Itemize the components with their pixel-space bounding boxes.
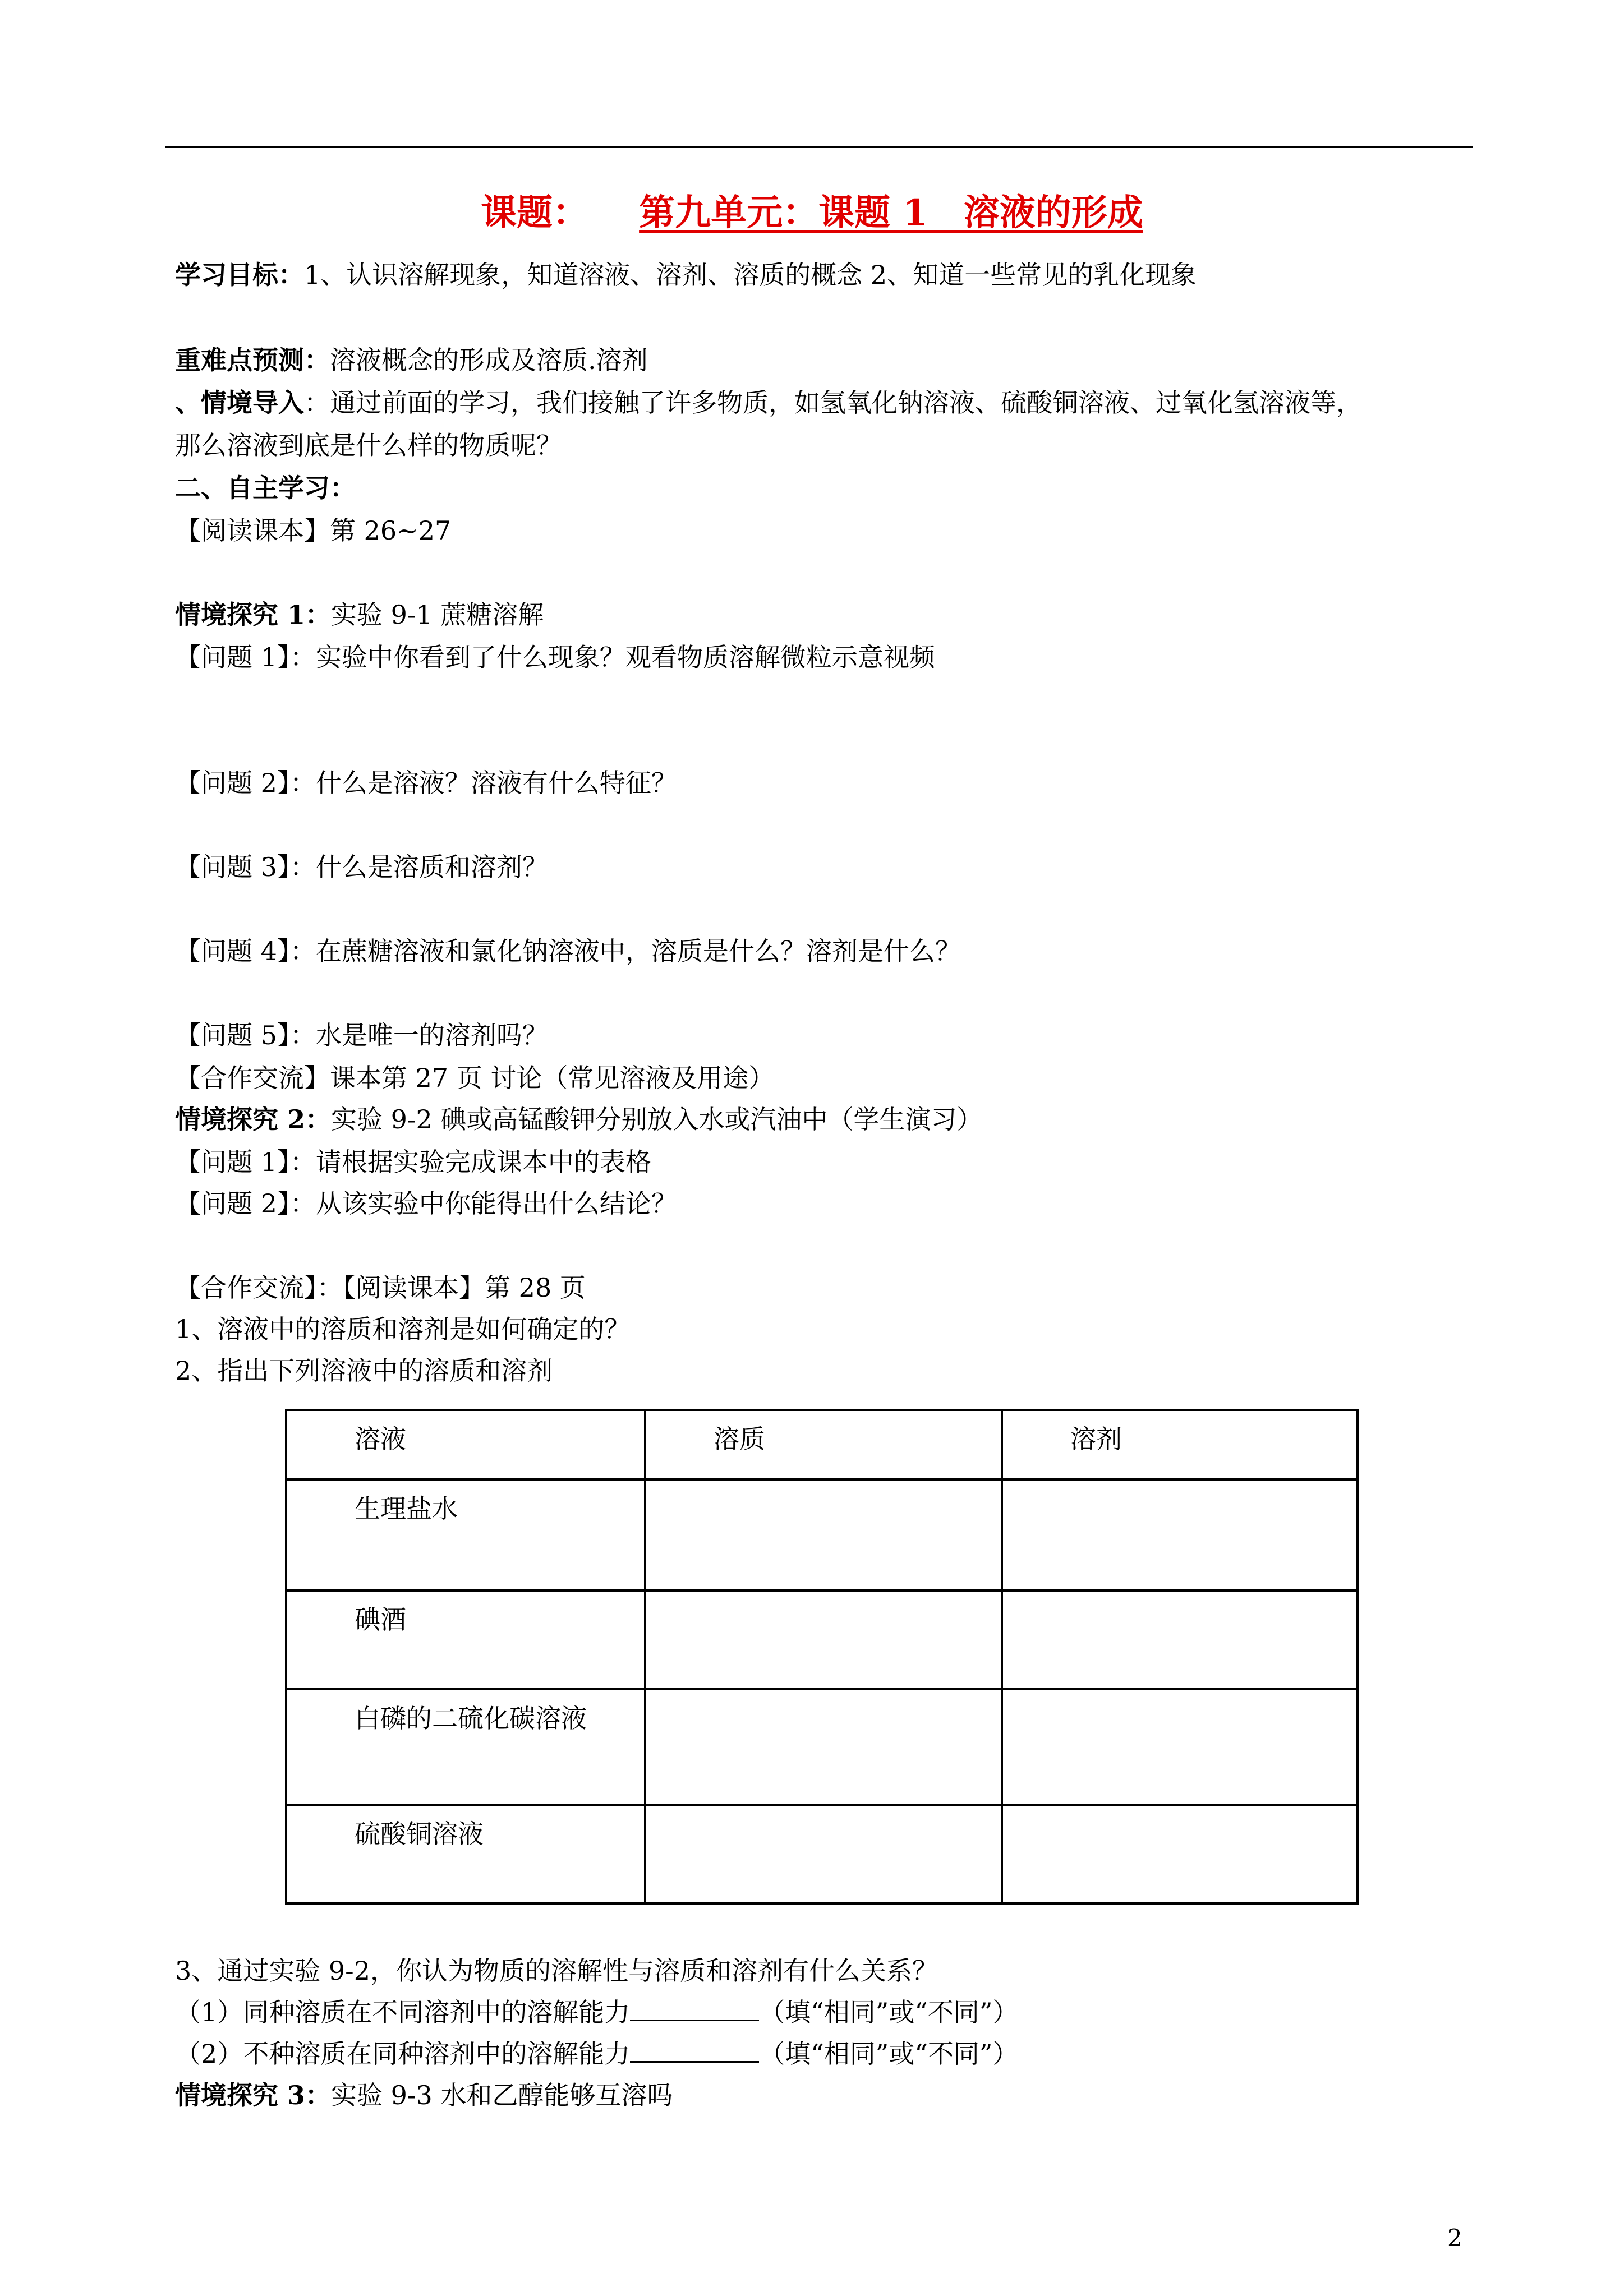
goals-text: 1、认识溶解现象，知道溶液、溶剂、溶质的概念 2、知道一些常见的乳化现象	[304, 260, 1197, 290]
table-cell-solute[interactable]	[645, 1479, 1002, 1590]
intro-label: 、情境导入	[175, 388, 304, 418]
reading-pages: 【阅读课本】第 26~27	[175, 515, 452, 546]
fill-in-1-hint: （填“相同”或“不同”）	[759, 1997, 1019, 2027]
fill-in-1-blank[interactable]	[630, 1997, 759, 2021]
header-rule	[165, 146, 1473, 148]
intro-line-2: 那么溶液到底是什么样的物质呢？	[175, 430, 562, 460]
table-cell-solution: 白磷的二硫化碳溶液	[286, 1689, 645, 1805]
keypoints-text: 溶液概念的形成及溶质.溶剂	[330, 345, 648, 375]
table-header-cell: 溶剂	[1002, 1410, 1358, 1479]
goals-label: 学习目标：	[175, 260, 304, 290]
table-cell-solution: 碘酒	[286, 1590, 645, 1689]
section-heading: 二、自主学习：	[175, 473, 356, 503]
explore-3	[175, 2078, 673, 2112]
keypoints-label: 重难点预测：	[175, 345, 330, 375]
page-title	[0, 184, 1624, 236]
table-header-cell: 溶液	[286, 1410, 645, 1479]
explore1-question-3: 【问题 3】：什么是溶质和溶剂？	[175, 852, 548, 882]
table-cell-solute[interactable]	[645, 1805, 1002, 1903]
explore2-cooperation: 【合作交流】：【阅读课本】第 28 页	[175, 1273, 586, 1303]
explore2-question-1: 【问题 1】：请根据实验完成课本中的表格	[175, 1147, 651, 1177]
intro-text-1: ：通过前面的学习，我们接触了许多物质，如氢氧化钠溶液、硫酸铜溶液、过氧化氢溶液等，	[304, 388, 1362, 418]
explore1-question-2: 【问题 2】：什么是溶液？溶液有什么特征？	[175, 768, 677, 798]
explore2-text: 实验 9-2 碘或高锰酸钾分别放入水或汽油中（学生演习）	[331, 1104, 983, 1135]
table-row	[286, 1689, 1358, 1805]
key-points	[175, 343, 648, 377]
explore-1	[175, 598, 544, 631]
table-cell-solvent[interactable]	[1002, 1689, 1358, 1805]
explore3-label: 情境探究 3：	[175, 2080, 332, 2110]
table-cell-solvent[interactable]	[1002, 1479, 1358, 1590]
explore2-question-2: 【问题 2】：从该实验中你能得出什么结论？	[175, 1188, 677, 1219]
table-header-cell: 溶质	[645, 1410, 1002, 1479]
fill-in-2-hint: （填“相同”或“不同”）	[759, 2039, 1019, 2069]
explore2-label: 情境探究 2：	[175, 1104, 332, 1135]
explore-2	[175, 1103, 982, 1136]
title-prefix: 课题：	[481, 192, 589, 234]
table-cell-solute[interactable]	[645, 1590, 1002, 1689]
explore1-text: 实验 9-1 蔗糖溶解	[331, 600, 544, 630]
solution-table	[285, 1409, 1359, 1905]
table-header-row	[286, 1410, 1358, 1479]
explore3-text: 实验 9-3 水和乙醇能够互溶吗	[331, 2080, 673, 2110]
after-table-item-3: 3、通过实验 9-2，你认为物质的溶解性与溶质和溶剂有什么关系？	[175, 1956, 938, 1986]
explore1-question-5: 【问题 5】：水是唯一的溶剂吗？	[175, 1020, 548, 1050]
fill-in-2	[175, 2037, 1018, 2071]
table-cell-solvent[interactable]	[1002, 1805, 1358, 1903]
fill-in-1	[175, 1995, 1018, 2029]
explore2-item-2: 2、指出下列溶液中的溶质和溶剂	[175, 1356, 553, 1386]
explore1-cooperation: 【合作交流】课本第 27 页 讨论（常见溶液及用途）	[175, 1063, 775, 1093]
table-cell-solution: 硫酸铜溶液	[286, 1805, 645, 1903]
page-number: 2	[1447, 2224, 1462, 2252]
explore1-question-4: 【问题 4】：在蔗糖溶液和氯化钠溶液中，溶质是什么？溶剂是什么？	[175, 936, 961, 966]
table-cell-solvent[interactable]	[1002, 1590, 1358, 1689]
explore1-question-1: 【问题 1】：实验中你看到了什么现象？观看物质溶解微粒示意视频	[175, 642, 935, 672]
fill-in-2-prompt: （2）不种溶质在同种溶剂中的溶解能力	[175, 2039, 631, 2069]
table-row	[286, 1590, 1358, 1689]
fill-in-1-prompt: （1）同种溶质在不同溶剂中的溶解能力	[175, 1997, 631, 2027]
table-row	[286, 1805, 1358, 1903]
explore2-item-1: 1、溶液中的溶质和溶剂是如何确定的？	[175, 1314, 631, 1344]
table-cell-solution: 生理盐水	[286, 1479, 645, 1590]
fill-in-2-blank[interactable]	[630, 2039, 759, 2063]
explore1-label: 情境探究 1：	[175, 600, 332, 630]
table-cell-solute[interactable]	[645, 1689, 1002, 1805]
learning-goals	[175, 258, 1197, 292]
title-topic: 第九单元：课题 1 溶液的形成	[639, 192, 1143, 234]
table-row	[286, 1479, 1358, 1590]
intro-line-1	[175, 386, 1362, 419]
